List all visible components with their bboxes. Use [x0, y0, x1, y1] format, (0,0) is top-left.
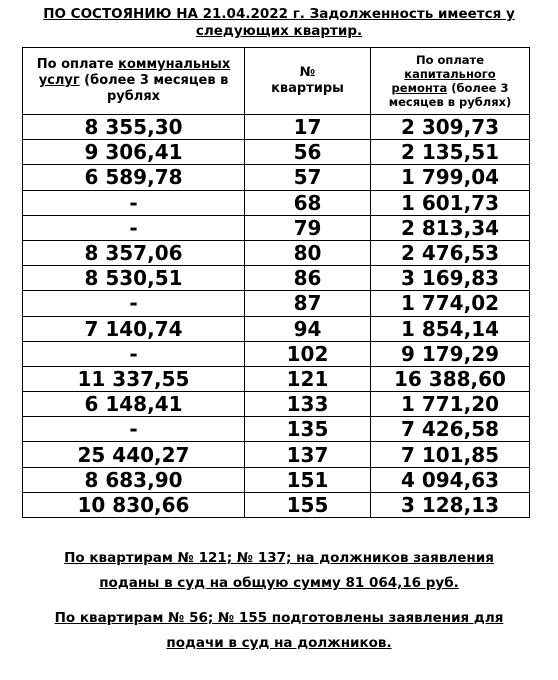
- cell-capital-repair-debt: 1 799,04: [371, 165, 530, 190]
- cell-capital-repair-debt: 2 813,34: [371, 215, 530, 240]
- cell-apartment-number: 133: [245, 392, 371, 417]
- table-header-row: [23, 48, 530, 115]
- cell-utilities-debt: 11 337,55: [23, 366, 245, 391]
- table-row: [23, 240, 530, 265]
- court-note-line-1: По квартирам № 121; № 137; на должников заявления: [64, 550, 494, 566]
- table-row: [23, 492, 530, 517]
- cell-utilities-debt: 8 357,06: [23, 240, 245, 265]
- cell-apartment-number: 68: [245, 190, 371, 215]
- table-row: [23, 442, 530, 467]
- table-row: [23, 341, 530, 366]
- cell-capital-repair-debt: 9 179,29: [371, 341, 530, 366]
- header-capital-repair: По оплате капитального ремонта (более 3 месяцев в рублях): [371, 48, 530, 115]
- cell-apartment-number: 17: [245, 115, 371, 140]
- table-body: [23, 115, 530, 518]
- cell-utilities-debt: 6 589,78: [23, 165, 245, 190]
- cell-utilities-debt: -: [23, 190, 245, 215]
- cell-capital-repair-debt: 7 101,85: [371, 442, 530, 467]
- table-row: [23, 467, 530, 492]
- cell-apartment-number: 135: [245, 417, 371, 442]
- cell-apartment-number: 151: [245, 467, 371, 492]
- cell-utilities-debt: 7 140,74: [23, 316, 245, 341]
- header-utilities: По оплате коммунальных услуг (более 3 месяцев в рублях: [23, 48, 245, 115]
- prepared-note-line-1: По квартирам № 56; № 155 подготовлены заявления для: [54, 610, 504, 626]
- cell-capital-repair-debt: 4 094,63: [371, 467, 530, 492]
- prepared-note-line-2: подачи в суд на должников.: [166, 635, 392, 651]
- table-row: [23, 140, 530, 165]
- cell-utilities-debt: 8 355,30: [23, 115, 245, 140]
- table-row: [23, 291, 530, 316]
- cell-apartment-number: 121: [245, 366, 371, 391]
- cell-capital-repair-debt: 7 426,58: [371, 417, 530, 442]
- document-title: [20, 6, 538, 40]
- cell-utilities-debt: 8 530,51: [23, 266, 245, 291]
- debt-table: [22, 47, 530, 518]
- table-row: [23, 190, 530, 215]
- cell-utilities-debt: -: [23, 291, 245, 316]
- cell-capital-repair-debt: 16 388,60: [371, 366, 530, 391]
- table-row: [23, 392, 530, 417]
- cell-apartment-number: 102: [245, 341, 371, 366]
- cell-apartment-number: 137: [245, 442, 371, 467]
- cell-capital-repair-debt: 3 128,13: [371, 492, 530, 517]
- cell-apartment-number: 80: [245, 240, 371, 265]
- header-apartment: № квартиры: [245, 48, 371, 115]
- table-row: [23, 115, 530, 140]
- cell-apartment-number: 94: [245, 316, 371, 341]
- cell-utilities-debt: -: [23, 417, 245, 442]
- cell-utilities-debt: -: [23, 215, 245, 240]
- cell-apartment-number: 155: [245, 492, 371, 517]
- cell-utilities-debt: 9 306,41: [23, 140, 245, 165]
- table-row: [23, 215, 530, 240]
- cell-capital-repair-debt: 1 601,73: [371, 190, 530, 215]
- cell-utilities-debt: 6 148,41: [23, 392, 245, 417]
- title-line-2: следующих квартир.: [195, 23, 363, 39]
- cell-capital-repair-debt: 1 771,20: [371, 392, 530, 417]
- court-note: [20, 546, 538, 596]
- table-row: [23, 417, 530, 442]
- cell-utilities-debt: -: [23, 341, 245, 366]
- cell-capital-repair-debt: 2 135,51: [371, 140, 530, 165]
- table-row: [23, 366, 530, 391]
- cell-utilities-debt: 10 830,66: [23, 492, 245, 517]
- court-note-line-2: поданы в суд на общую сумму 81 064,16 руб.: [99, 575, 459, 591]
- cell-capital-repair-debt: 2 476,53: [371, 240, 530, 265]
- title-line-1: ПО СОСТОЯНИЮ НА 21.04.2022 г. Задолженность имеется у: [43, 6, 515, 22]
- cell-capital-repair-debt: 1 854,14: [371, 316, 530, 341]
- table-row: [23, 316, 530, 341]
- cell-capital-repair-debt: 1 774,02: [371, 291, 530, 316]
- cell-capital-repair-debt: 2 309,73: [371, 115, 530, 140]
- table-row: [23, 266, 530, 291]
- prepared-note: [20, 606, 538, 656]
- cell-utilities-debt: 8 683,90: [23, 467, 245, 492]
- cell-apartment-number: 79: [245, 215, 371, 240]
- cell-capital-repair-debt: 3 169,83: [371, 266, 530, 291]
- cell-apartment-number: 86: [245, 266, 371, 291]
- cell-apartment-number: 57: [245, 165, 371, 190]
- cell-utilities-debt: 25 440,27: [23, 442, 245, 467]
- cell-apartment-number: 87: [245, 291, 371, 316]
- table-row: [23, 165, 530, 190]
- cell-apartment-number: 56: [245, 140, 371, 165]
